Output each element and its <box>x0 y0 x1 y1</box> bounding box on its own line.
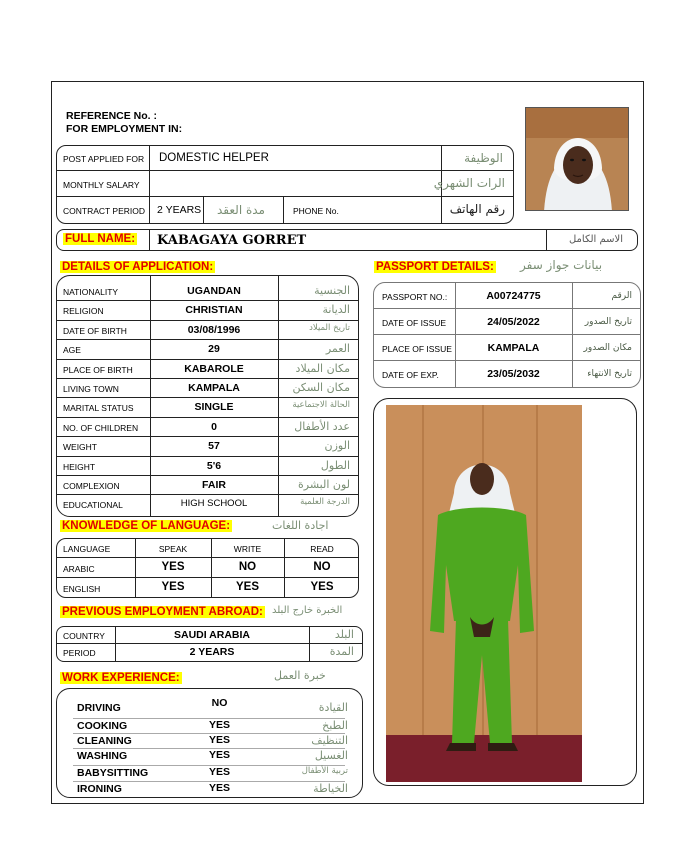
passport-row-label: DATE OF EXP. <box>382 370 439 380</box>
passport-table <box>373 282 641 388</box>
application-row-ar: العمر <box>325 342 350 356</box>
passport-row-ar: تاريخ الانتهاء <box>587 369 632 379</box>
language-header: READ <box>310 544 334 554</box>
work-title: WORK EXPERIENCE: <box>62 672 180 684</box>
work-table <box>56 688 363 798</box>
full-name-ar: الاسم الكامل <box>568 234 623 245</box>
work-row-ar: تربية الأطفال <box>301 766 348 776</box>
passport-row-label: PLACE OF ISSUE <box>382 344 452 354</box>
application-row-label: WEIGHT <box>63 442 97 453</box>
application-row-label: PLACE OF BIRTH <box>63 364 133 375</box>
post-details-box <box>56 145 514 224</box>
work-row-ar: القيادة <box>318 701 348 714</box>
language-header: SPEAK <box>158 544 188 554</box>
contract-ar: مدة العقد <box>217 203 265 217</box>
passport-row-value: 24/05/2022 <box>487 316 540 328</box>
application-row-label: NO. OF CHILDREN <box>63 422 139 433</box>
passport-row-label: PASSPORT NO.: <box>382 292 448 302</box>
previous-row-value: 2 YEARS <box>189 646 235 658</box>
previous-title-ar: الخبرة خارج البلد <box>272 605 343 616</box>
application-row-label: LIVING TOWN <box>63 384 119 394</box>
salary-label: MONTHLY SALARY <box>63 180 140 190</box>
phone-ar: رقم الهاتف <box>449 202 505 216</box>
application-row-ar: لون البشرة <box>298 478 350 491</box>
passport-title-ar: بيانات جواز سفر <box>520 258 603 272</box>
work-row-value: YES <box>208 766 230 778</box>
passport-row-value: 23/05/2032 <box>487 368 540 380</box>
application-row-value: SINGLE <box>194 401 234 414</box>
work-row-ar: الطبخ <box>322 719 348 732</box>
language-cell: YES <box>310 581 334 593</box>
language-title: KNOWLEDGE OF LANGUAGE: <box>62 520 231 532</box>
work-title-ar: خبرة العمل <box>274 669 326 682</box>
application-row-label: AGE <box>63 345 81 356</box>
application-row-ar: الديانة <box>322 303 350 317</box>
passport-row-ar: مكان الصدور <box>583 343 632 353</box>
language-table <box>56 538 359 598</box>
phone-label: PHONE No. <box>293 206 339 216</box>
full-body-photo-art <box>386 405 582 782</box>
contract-value: 2 YEARS <box>157 204 202 216</box>
work-row-label: BABYSITTING <box>77 767 149 779</box>
work-row-ar: الغسيل <box>314 749 348 762</box>
work-row-label: CLEANING <box>77 735 132 747</box>
work-row-value: YES <box>208 782 230 794</box>
application-row-label: DATE OF BIRTH <box>63 325 127 336</box>
application-row-value: 0 <box>211 420 217 433</box>
language-header: LANGUAGE <box>63 544 111 554</box>
previous-row-label: PERIOD <box>63 648 96 658</box>
language-cell: YES <box>161 581 185 593</box>
application-table <box>56 275 359 517</box>
language-cell: YES <box>235 581 259 593</box>
application-row-value: 03/08/1996 <box>187 323 241 336</box>
previous-row-label: COUNTRY <box>63 631 105 641</box>
application-row-ar: الحالة الاجتماعية <box>292 400 350 411</box>
application-sheet <box>51 81 644 804</box>
previous-row-value: SAUDI ARABIA <box>173 629 251 641</box>
contract-label: CONTRACT PERIOD <box>63 206 146 216</box>
application-row-ar: مكان الميلاد <box>295 361 350 375</box>
work-row-label: COOKING <box>77 720 128 732</box>
application-row-value: CHRISTIAN <box>185 304 243 317</box>
application-row-label: RELIGION <box>63 306 104 317</box>
full-name-label: FULL NAME: <box>65 233 136 245</box>
language-header: WRITE <box>233 544 262 554</box>
post-label: POST APPLIED FOR <box>63 154 145 164</box>
employment-label: FOR EMPLOYMENT IN: <box>66 123 183 135</box>
work-row-label: IRONING <box>77 783 122 795</box>
work-row-label: DRIVING <box>77 702 121 714</box>
application-row-ar: تاريخ الميلاد <box>309 322 350 333</box>
previous-table <box>56 626 363 662</box>
post-ar: الوظيفة <box>464 151 503 165</box>
post-value: DOMESTIC HELPER <box>159 152 269 164</box>
application-row-value: HIGH SCHOOL <box>180 498 248 510</box>
application-row-label: COMPLEXION <box>63 481 120 491</box>
previous-row-ar: المدة <box>329 645 354 658</box>
application-row-label: MARITAL STATUS <box>63 403 134 414</box>
application-row-ar: الطول <box>320 458 350 472</box>
work-row-value: NO <box>211 697 228 709</box>
portrait-photo <box>525 107 629 211</box>
application-row-label: NATIONALITY <box>63 287 119 297</box>
application-title: DETAILS OF APPLICATION: <box>62 261 214 273</box>
previous-row-ar: البلد <box>334 628 354 641</box>
reference-label: REFERENCE No. : <box>66 110 158 122</box>
application-row-ar: الجنسية <box>314 284 350 297</box>
work-row-label: WASHING <box>77 750 128 762</box>
application-row-ar: مكان السكن <box>292 381 350 394</box>
application-row-ar: عدد الأطفال <box>294 419 350 433</box>
work-row-value: YES <box>208 734 230 746</box>
work-row-ar: الخياطة <box>313 782 348 795</box>
passport-row-ar: الرقم <box>611 291 632 301</box>
language-name: ARABIC <box>63 564 95 574</box>
previous-title: PREVIOUS EMPLOYMENT ABROAD: <box>62 606 263 618</box>
portrait-photo-art <box>526 108 629 211</box>
application-row-ar: الدرجة العلمية <box>300 497 350 508</box>
application-row-label: HEIGHT <box>63 461 96 472</box>
language-cell: NO <box>238 561 257 573</box>
language-title-ar: اجادة اللغات <box>272 519 329 532</box>
work-row-value: YES <box>208 749 230 761</box>
full-name-value: KABAGAYA GORRET <box>157 233 307 248</box>
application-row-value: 57 <box>208 440 220 453</box>
application-row-value: 29 <box>208 343 220 356</box>
application-row-value: KABAROLE <box>184 362 244 375</box>
passport-row-value: KAMPALA <box>487 342 540 354</box>
work-row-value: YES <box>208 719 230 731</box>
application-row-label: EDUCATIONAL <box>63 500 123 511</box>
full-body-photo <box>386 405 582 782</box>
application-row-value: KAMPALA <box>188 382 240 394</box>
salary-ar: الرات الشهري <box>433 176 505 190</box>
language-cell: NO <box>313 561 331 573</box>
application-row-ar: الوزن <box>324 439 350 453</box>
application-row-value: 5'6 <box>206 459 222 472</box>
passport-row-label: DATE OF ISSUE <box>382 318 447 328</box>
full-name-box <box>56 229 638 251</box>
language-name: ENGLISH <box>63 584 101 594</box>
passport-row-ar: تاريخ الصدور <box>584 317 632 327</box>
application-row-value: FAIR <box>202 479 226 491</box>
language-cell: YES <box>161 561 185 573</box>
passport-title: PASSPORT DETAILS: <box>376 261 494 273</box>
work-row-ar: التنظيف <box>311 734 348 747</box>
application-row-value: UGANDAN <box>187 285 241 297</box>
passport-row-value: A00724775 <box>486 290 541 302</box>
